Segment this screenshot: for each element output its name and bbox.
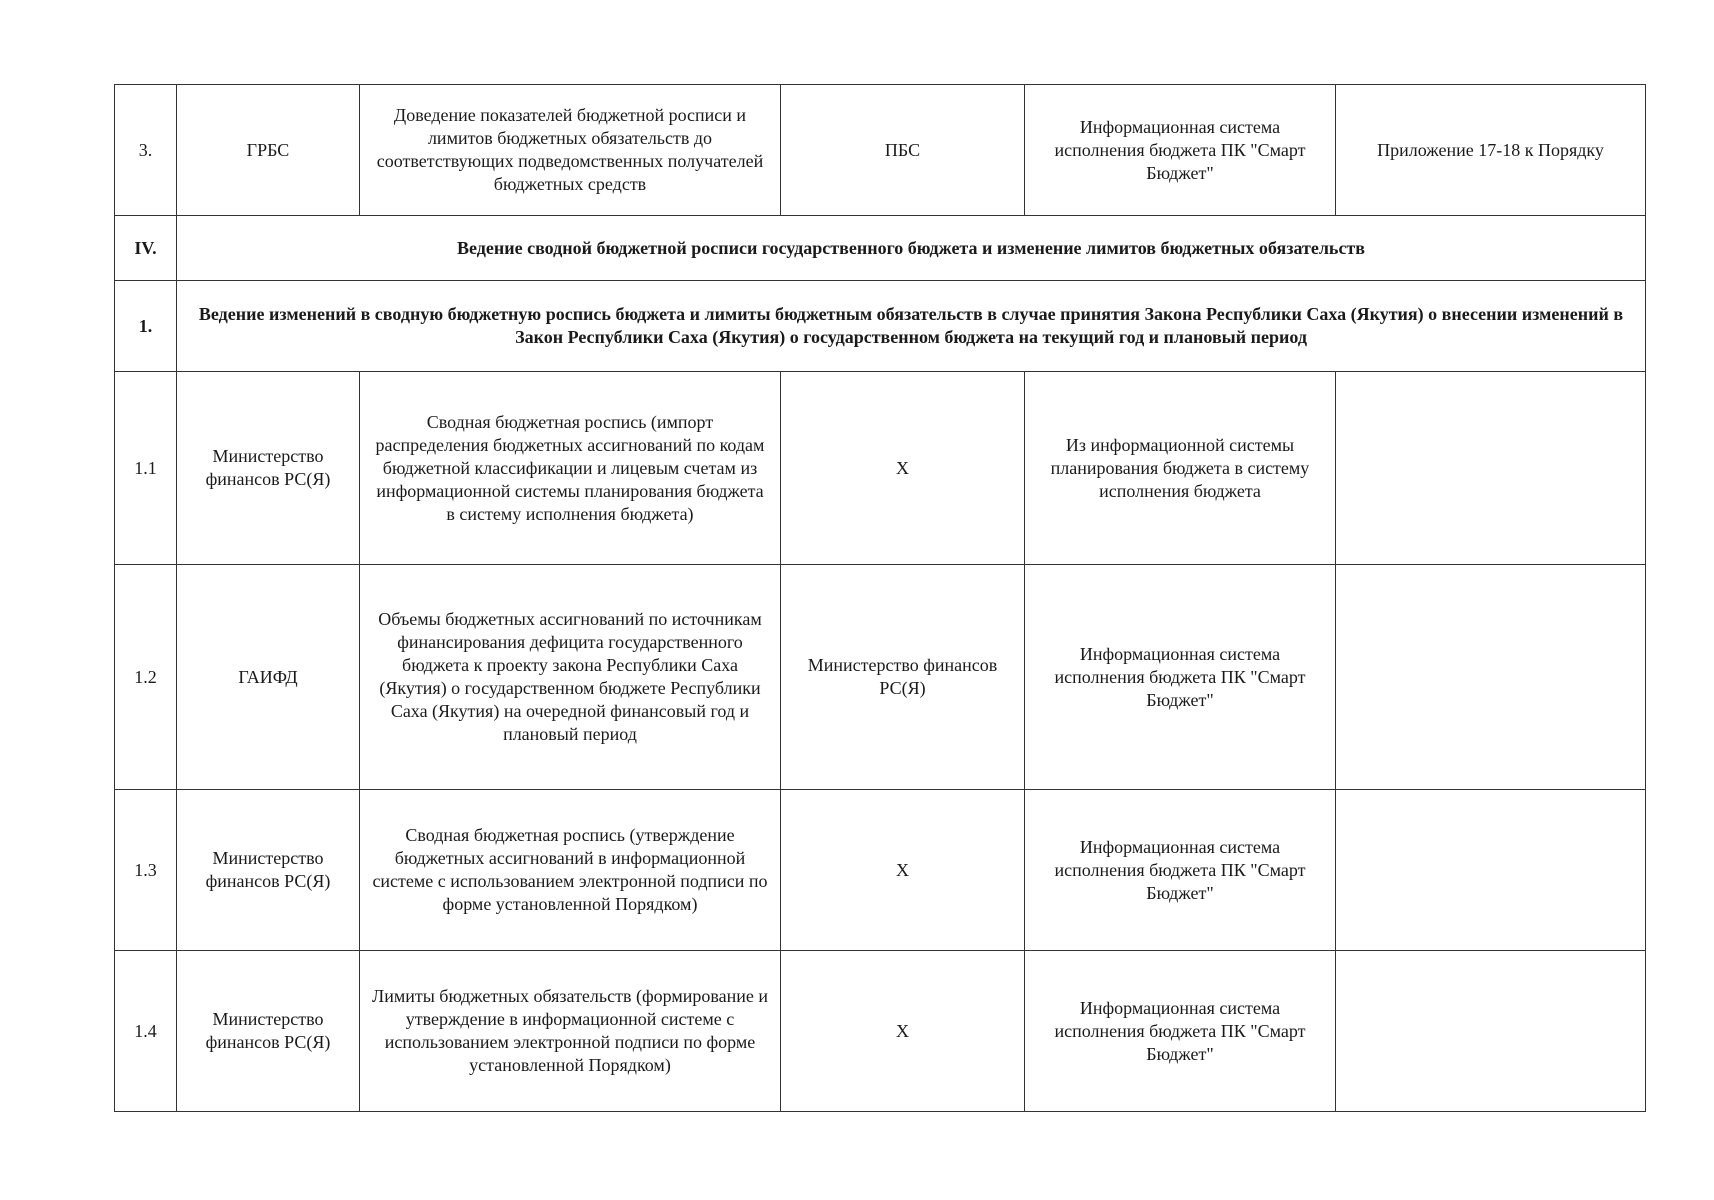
note-cell <box>1336 790 1646 951</box>
subsection-heading-row <box>115 281 1646 372</box>
participant-cell: ГРБС <box>177 85 360 216</box>
document-cell: Сводная бюджетная роспись (утверждение бюджетных ассигнований в информационной системе с использованием электронной подписи по форме установленной Порядком) <box>360 790 781 951</box>
table-row <box>115 372 1646 565</box>
subsection-heading: Ведение изменений в сводную бюджетную роспись бюджета и лимиты бюджетным обязательств в случае принятия Закона Республики Саха (Якутия) о внесении изменений в Закон Республики Саха (Якутия) о государственном бюджета на текущий год и плановый период <box>177 281 1646 372</box>
document-cell: Лимиты бюджетных обязательств (формирование и утверждение в информационной системе с использованием электронной подписи по форме установленной Порядком) <box>360 951 781 1112</box>
row-number: 3. <box>115 85 177 216</box>
document-cell: Объемы бюджетных ассигнований по источникам финансирования дефицита государственного бюджета к проекту закона Республики Саха (Якутия) о государственном бюджете Республики Саха (Якутия) на очередной финансовый год и плановый период <box>360 565 781 790</box>
system-cell: Информационная система исполнения бюджета ПК "Смарт Бюджет" <box>1025 565 1336 790</box>
note-cell: Приложение 17-18 к Порядку <box>1336 85 1646 216</box>
note-cell <box>1336 372 1646 565</box>
system-cell: Из информационной системы планирования бюджета в систему исполнения бюджета <box>1025 372 1336 565</box>
section-heading-row <box>115 216 1646 281</box>
recipient-cell: Министерство финансов РС(Я) <box>781 565 1025 790</box>
row-number: 1.4 <box>115 951 177 1112</box>
procedure-table <box>114 84 1646 1112</box>
note-cell <box>1336 951 1646 1112</box>
participant-cell: Министерство финансов РС(Я) <box>177 790 360 951</box>
system-cell: Информационная система исполнения бюджета ПК "Смарт Бюджет" <box>1025 85 1336 216</box>
table-row <box>115 951 1646 1112</box>
recipient-cell: ПБС <box>781 85 1025 216</box>
participant-cell: Министерство финансов РС(Я) <box>177 951 360 1112</box>
row-number: 1.3 <box>115 790 177 951</box>
table-row <box>115 85 1646 216</box>
participant-cell: Министерство финансов РС(Я) <box>177 372 360 565</box>
recipient-cell: Х <box>781 790 1025 951</box>
note-cell <box>1336 565 1646 790</box>
table-row <box>115 565 1646 790</box>
subsection-number: 1. <box>115 281 177 372</box>
document-cell: Сводная бюджетная роспись (импорт распределения бюджетных ассигнований по кодам бюджетной классификации и лицевым счетам из информационной системы планирования бюджета в систему исполнения бюджета) <box>360 372 781 565</box>
recipient-cell: Х <box>781 372 1025 565</box>
section-number: IV. <box>115 216 177 281</box>
participant-cell: ГАИФД <box>177 565 360 790</box>
row-number: 1.2 <box>115 565 177 790</box>
recipient-cell: Х <box>781 951 1025 1112</box>
system-cell: Информационная система исполнения бюджета ПК "Смарт Бюджет" <box>1025 951 1336 1112</box>
document-cell: Доведение показателей бюджетной росписи и лимитов бюджетных обязательств до соответствующих подведомственных получателей бюджетных средств <box>360 85 781 216</box>
row-number: 1.1 <box>115 372 177 565</box>
system-cell: Информационная система исполнения бюджета ПК "Смарт Бюджет" <box>1025 790 1336 951</box>
table-row <box>115 790 1646 951</box>
section-heading: Ведение сводной бюджетной росписи государственного бюджета и изменение лимитов бюджетных обязательств <box>177 216 1646 281</box>
